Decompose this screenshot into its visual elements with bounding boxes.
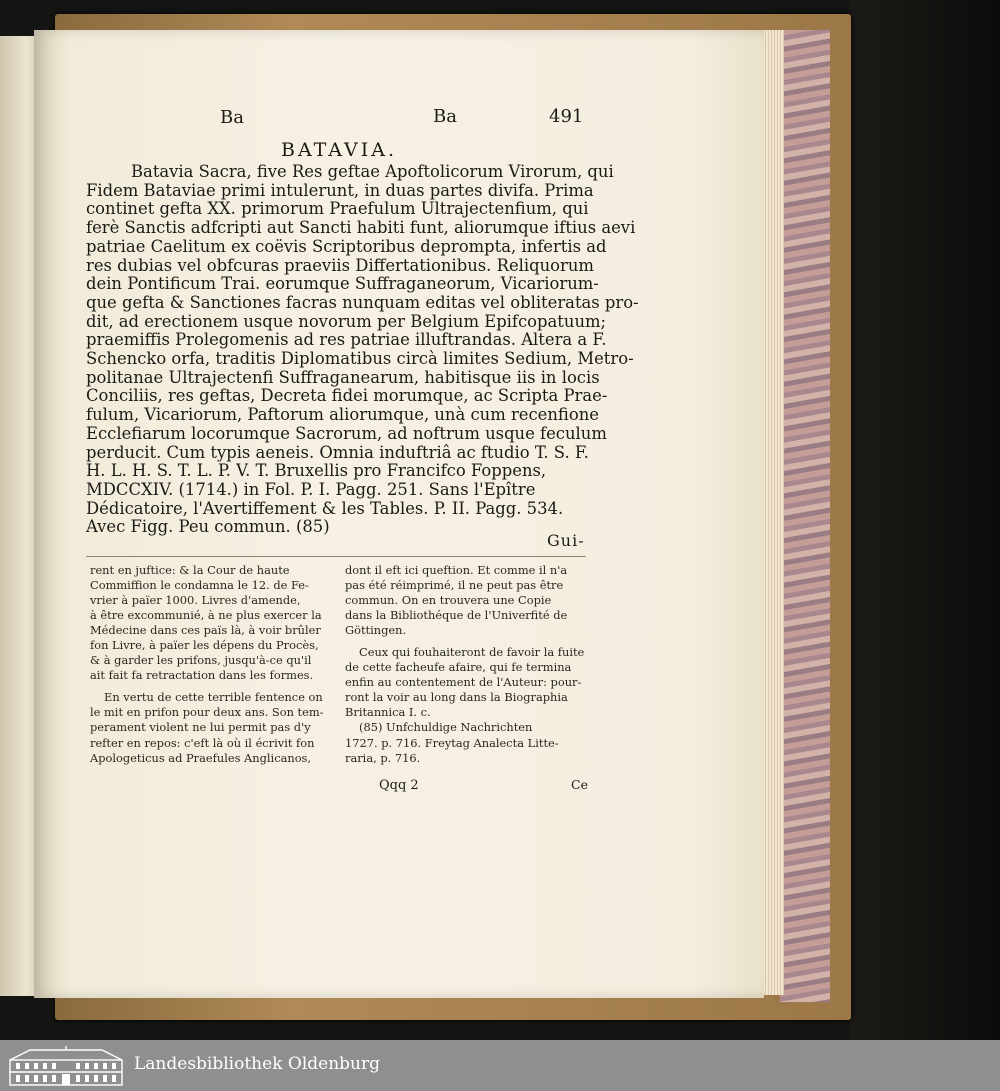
main-line: H. L. H. S. T. L. P. V. T. Bruxellis pro Francifco Foppens, [86, 461, 547, 481]
footnote-line: Göttingen. [345, 623, 407, 638]
footnote-line: pas été réimprimé, il ne peut pas être [345, 578, 564, 593]
main-line: Ecclefiarum locorumque Sacrorum, ad noftrum usque feculum [86, 423, 607, 443]
footnote-line: rent en juftice: & la Cour de haute [90, 563, 290, 577]
main-line: politanae Ultrajectenfi Suffraganearum, habitisque iis in locis [86, 367, 600, 387]
entry-title: BATAVIA. [281, 139, 398, 161]
main-line: res dubias vel obfcuras praeviis Differtationibus. Reliquorum [86, 255, 594, 275]
main-line: continet gefta XX. primorum Praefulum Ultrajectenfium, qui [86, 199, 589, 219]
footnote-line: Commiffion le condamna le 12. de Fe- [90, 578, 309, 593]
main-line: MDCCXIV. (1714.) in Fol. P. I. Pagg. 251. Sans l'Epître [86, 479, 536, 499]
footnotes-left-column [90, 563, 335, 766]
main-line: Schencko orfa, traditis Diplomatibus circà limites Sedium, Metro- [86, 349, 634, 369]
footnote-line: En vertu de cette terrible fentence on [104, 690, 323, 705]
footnote-line: (85) Unfchuldige Nachrichten [359, 720, 533, 735]
signature-mark: Qqq 2 [379, 778, 419, 793]
footnote-line: dont il eft ici queftion. Et comme il n'a [345, 563, 568, 577]
main-line: Conciliis, res geftas, Decreta fidei morumque, ac Scripta Prae- [86, 386, 608, 406]
footnote-line: refter en repos: c'eft là où il écrivit fon [90, 735, 315, 750]
footnotes-right-column [345, 563, 590, 766]
footnote-line: de cette facheufe afaire, qui fe termina [345, 660, 572, 675]
footnote-line: Ceux qui fouhaiteront de favoir la fuite [359, 645, 585, 660]
main-line: perducit. Cum typis aeneis. Omnia induftriâ ac ftudio T. S. F. [86, 442, 589, 462]
main-line: que gefta & Sanctiones facras nunquam editas vel obliteratas pro- [86, 292, 639, 312]
left-page-edge [0, 36, 38, 996]
background-dark [850, 0, 1000, 1040]
main-line: Avec Figg. Peu commun. (85) [86, 517, 330, 537]
footnote-line: fon Livre, à païer les dépens du Procès, [90, 638, 319, 653]
footnote-line: 1727. p. 716. Freytag Analecta Litte- [345, 735, 559, 750]
page-number: 491 [549, 106, 584, 127]
footnote-line: Apologeticus ad Praefules Anglicanos, [90, 750, 312, 765]
footnote-line: à être excommunié, à ne plus exercer la [90, 608, 322, 623]
catchword-top: Gui- [547, 531, 585, 550]
main-line: fulum, Vicariorum, Paftorum aliorumque, unà cum recenfione [86, 405, 599, 425]
footnote-line: dans la Bibliothéque de l'Univerfité de [345, 608, 568, 623]
main-line: dit, ad erectionem usque novorum per Belgium Epifcopatuum; [86, 311, 607, 331]
footnote-line: perament violent ne lui permit pas d'y [90, 720, 311, 735]
catchword-bottom: Ce [571, 777, 588, 792]
main-line: praemiffis Prolegomenis ad res patriae illuftrandas. Altera a F. [86, 330, 607, 350]
main-line: dein Pontificum Trai. eorumque Suffraganeorum, Vicariorum- [86, 274, 599, 294]
footnote-line: & à garder les prifons, jusqu'à-ce qu'il [90, 653, 312, 668]
library-building-logo-icon [8, 1046, 124, 1086]
running-head-center: Ba [433, 106, 457, 127]
footnote-line: Britannica I. c. [345, 705, 431, 720]
footnote-line: ait fait fa retractation dans les formes. [90, 668, 314, 683]
footnote-line: ront la voir au long dans la Biographia [345, 690, 568, 705]
main-line: Batavia Sacra, five Res geftae Apoftolicorum Virorum, qui [131, 162, 614, 181]
footnote-line: commun. On en trouvera une Copie [345, 593, 552, 608]
main-line: Dédicatoire, l'Avertiffement & les Tables. P. II. Pagg. 534. [86, 498, 564, 518]
footnote-line: raria, p. 716. [345, 750, 421, 765]
main-line: Fidem Bataviae primi intulerunt, in duas partes divifa. Prima [86, 180, 594, 200]
footnote-line: le mit en prifon pour deux ans. Son tem- [90, 705, 324, 720]
running-head-left: Ba [220, 107, 244, 128]
footnote-line: enfin au contentement de l'Auteur: pour- [345, 675, 582, 690]
footnote-line: Médecine dans ces païs là, à voir brûler [90, 623, 321, 638]
library-name[interactable]: Landesbibliothek Oldenburg [134, 1054, 381, 1074]
footnote-rule [86, 556, 586, 557]
main-line: patriae Caelitum ex coëvis Scriptoribus deprompta, infertis ad [86, 236, 607, 256]
footnote-line: vrier à païer 1000. Livres d'amende, [90, 593, 301, 608]
main-line: ferè Sanctis adfcripti aut Sancti habiti funt, aliorumque iftius aevi [86, 218, 636, 238]
marbled-endpaper [780, 30, 830, 1002]
main-entry [86, 162, 639, 537]
